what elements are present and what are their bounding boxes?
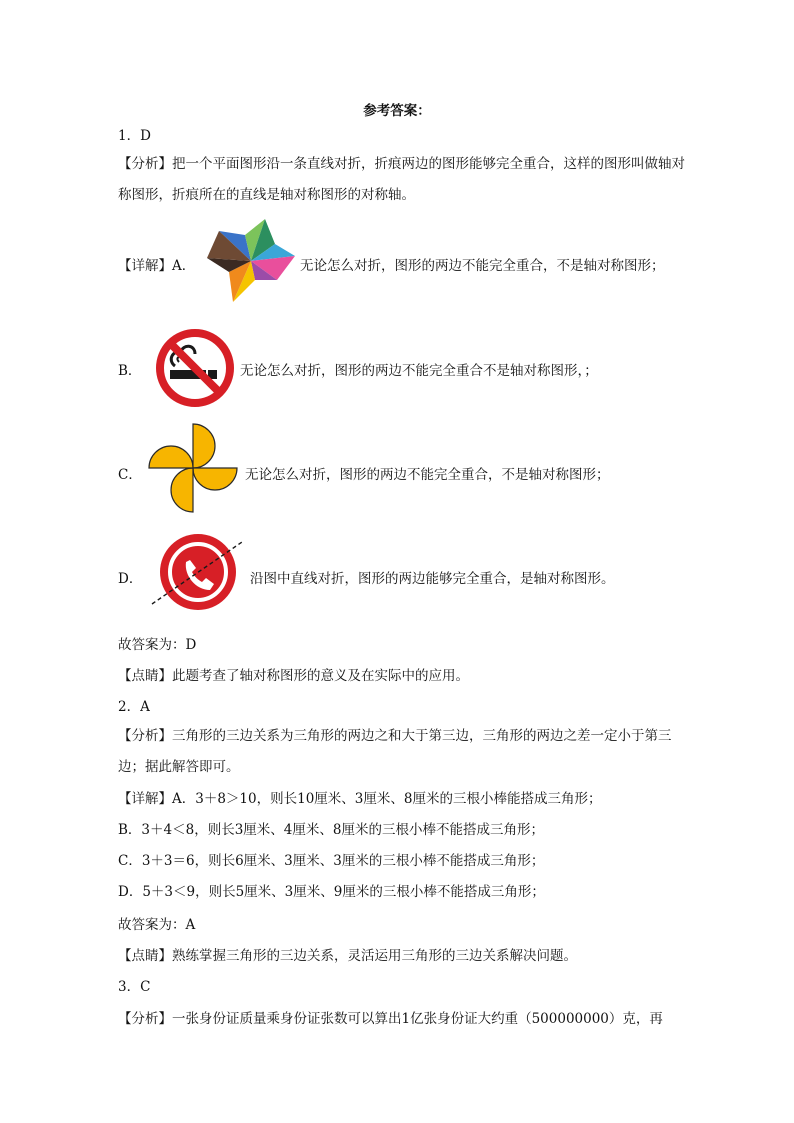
colorful-pinwheel-figure	[205, 218, 297, 304]
q2-answer: 故答案为：A	[118, 917, 196, 933]
q1-detail-c-label: C．	[118, 467, 142, 483]
q2-analysis: 【分析】三角形的三边关系为三角形的两边之和大于第三边，三角形的两边之差一定小于第三边；据此解答即可。	[118, 728, 672, 775]
q1-detail-d-text: 沿图中直线对折，图形的两边能够完全重合，是轴对称图形。	[250, 571, 615, 587]
q1-detail-b-text: 无论怎么对折，图形的两边不能完全重合不是轴对称图形，；	[240, 363, 598, 379]
q1-comment: 【点睛】此题考查了轴对称图形的意义及在实际中的应用。	[118, 668, 469, 684]
yellow-pinwheel-figure	[147, 422, 239, 514]
q1-number: 1．D	[118, 128, 151, 144]
q1-detail-a-text: 无论怎么对折，图形的两边不能完全重合，不是轴对称图形；	[300, 258, 665, 274]
q2-number: 2．A	[118, 699, 150, 715]
q1-analysis: 【分析】把一个平面图形沿一条直线对折，折痕两边的图形能够完全重合，这样的图形叫做轴对称图形，折痕所在的直线是轴对称图形的对称轴。	[118, 156, 685, 203]
q2-detail-a: 【详解】A．3＋8＞10，则长10厘米、3厘米、8厘米的三根小棒能搭成三角形；	[118, 791, 602, 807]
q1-answer: 故答案为：D	[118, 637, 197, 653]
q3-analysis: 【分析】一张身份证质量乘身份证张数可以算出1亿张身份证大约重（500000000）克，再	[118, 1011, 663, 1027]
q2-comment: 【点睛】熟练掌握三角形的三边关系，灵活运用三角形的三边关系解决问题。	[118, 948, 577, 964]
q2-detail-c: C．3＋3＝6，则长6厘米、3厘米、3厘米的三根小棒不能搭成三角形；	[118, 853, 545, 869]
q1-detail-c-text: 无论怎么对折，图形的两边不能完全重合，不是轴对称图形；	[245, 467, 610, 483]
no-smoking-sign-figure	[155, 328, 235, 408]
q1-detail-a-label: 【详解】A．	[118, 258, 196, 274]
page-title: 参考答案：	[363, 103, 431, 119]
q2-detail-d: D．5＋3＜9，则长5厘米、3厘米、9厘米的三根小棒不能搭成三角形；	[118, 884, 545, 900]
q2-detail-b: B．3＋4＜8，则长3厘米、4厘米、8厘米的三根小棒不能搭成三角形；	[118, 822, 544, 838]
q1-detail-d-label: D．	[118, 571, 143, 587]
telephone-sign-figure	[150, 532, 246, 612]
q3-number: 3．C	[118, 979, 151, 995]
q1-detail-b-label: B．	[118, 363, 142, 379]
